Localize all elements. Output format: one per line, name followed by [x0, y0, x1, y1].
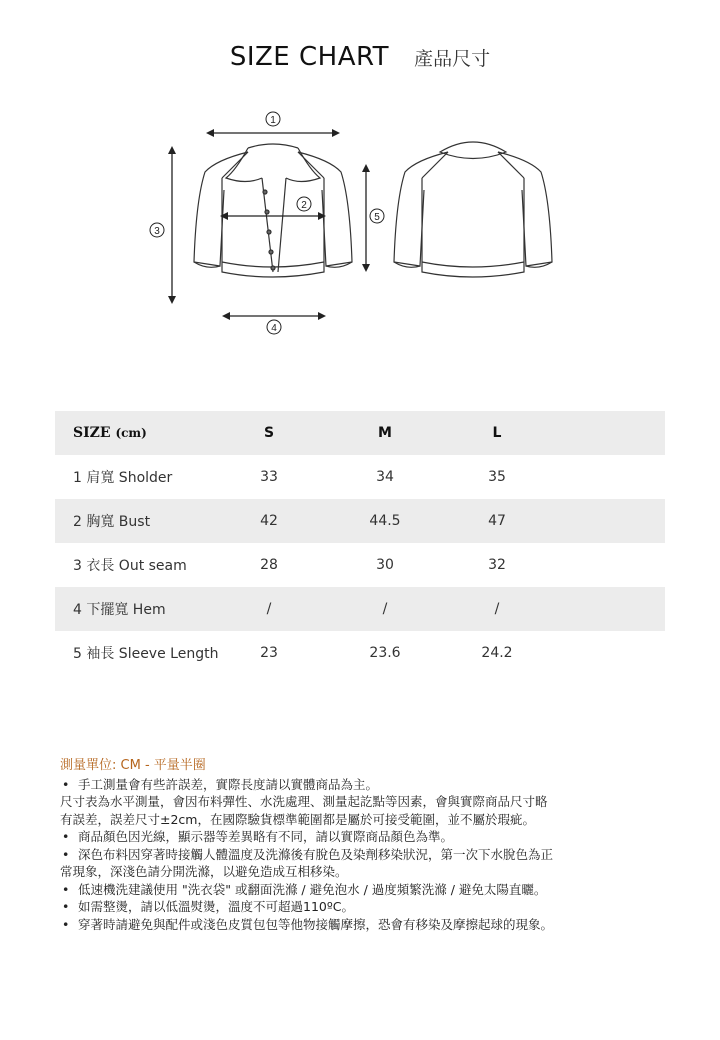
measurement-marker-2 — [297, 197, 311, 211]
table-row — [55, 543, 665, 587]
size-header-label — [73, 411, 147, 455]
marker-1-label: 1 — [270, 115, 276, 126]
marker-3-label: 3 — [154, 226, 160, 237]
note-text: 常現象，深淺色請分開洗滌，以避免造成互相移染。 — [60, 864, 348, 879]
measurement-marker-5 — [370, 209, 384, 223]
page-title — [0, 42, 720, 72]
note-text: 尺寸表為水平測量，會因布料彈性、水洗處理、測量起訖點等因素，會與實際商品尺寸略 — [60, 794, 548, 809]
note-item: • 穿著時請避免與配件或淺色皮質包包等他物接觸摩擦，恐會有移染及摩擦起球的現象。 — [60, 916, 680, 934]
note-item: • 如需整燙，請以低溫熨燙，溫度不可超過110ºC。 — [60, 898, 680, 916]
notes-title: 測量單位: CM - 平量半圈 — [60, 758, 206, 773]
size-table — [55, 411, 665, 675]
row-label: 2 胸寬 Bust — [73, 514, 151, 530]
size-col-s: S — [263, 425, 275, 441]
marker-4-label: 4 — [271, 323, 277, 334]
care-notes — [60, 757, 680, 933]
table-row — [55, 587, 665, 631]
measurement-marker-1 — [266, 112, 280, 126]
title-english: SIZE CHART — [229, 42, 390, 72]
marker-2-label: 2 — [301, 200, 307, 211]
title-chinese: 產品尺寸 — [414, 48, 491, 70]
cell-m: 23.6 — [369, 645, 401, 661]
cell-s: 42 — [260, 513, 278, 529]
size-col-m: M — [378, 425, 392, 441]
cell-m: 30 — [376, 557, 394, 573]
table-row — [55, 499, 665, 543]
size-col-l: L — [492, 425, 502, 441]
marker-5-label: 5 — [374, 212, 380, 223]
row-label: 1 肩寬 Sholder — [73, 470, 173, 486]
cell-l: 32 — [488, 557, 506, 573]
cell-s: 23 — [260, 645, 278, 661]
table-row — [55, 631, 665, 675]
cell-l: 35 — [488, 469, 506, 485]
cell-l: 24.2 — [481, 645, 513, 661]
row-label: 4 下擺寬 Hem — [73, 602, 166, 618]
cell-l: 47 — [488, 513, 506, 529]
row-label: 5 袖長 Sleeve Length — [73, 646, 219, 662]
note-item: • 深色布料因穿著時接觸人體溫度及洗滌後有脫色及染劑移染狀況，第一次下水脫色為正 — [60, 846, 680, 864]
cell-s: 28 — [260, 557, 278, 573]
garment-measurement-diagram — [140, 100, 580, 350]
size-label: SIZE — [73, 425, 111, 441]
back-view-garment — [394, 142, 552, 277]
measurement-marker-3 — [150, 223, 164, 237]
cell-m: / — [382, 601, 388, 617]
cell-m: 44.5 — [369, 513, 401, 529]
cell-s: / — [266, 601, 272, 617]
measurement-marker-4 — [267, 320, 281, 334]
size-table-header — [55, 411, 665, 455]
measurement-arrows — [172, 133, 366, 316]
note-item: • 手工測量會有些許誤差，實際長度請以實體商品為主。 — [60, 776, 680, 794]
cell-s: 33 — [260, 469, 278, 485]
note-item: • 低速機洗建議使用 "洗衣袋" 或翻面洗滌 / 避免泡水 / 過度頻繁洗滌 / 避免太陽直曬。 — [60, 881, 680, 899]
note-text: 有誤差，誤差尺寸±2cm，在國際驗貨標準範圍都是屬於可接受範圍，並不屬於瑕疵。 — [60, 811, 535, 827]
row-label: 3 衣長 Out seam — [73, 558, 187, 574]
cell-m: 34 — [376, 469, 394, 485]
size-unit: (cm) — [115, 426, 147, 440]
front-view-garment — [194, 144, 352, 277]
note-item: • 商品顏色因光線，顯示器等差異略有不同，請以實際商品顏色為準。 — [60, 828, 680, 846]
cell-l: / — [494, 601, 500, 617]
table-row — [55, 455, 665, 499]
